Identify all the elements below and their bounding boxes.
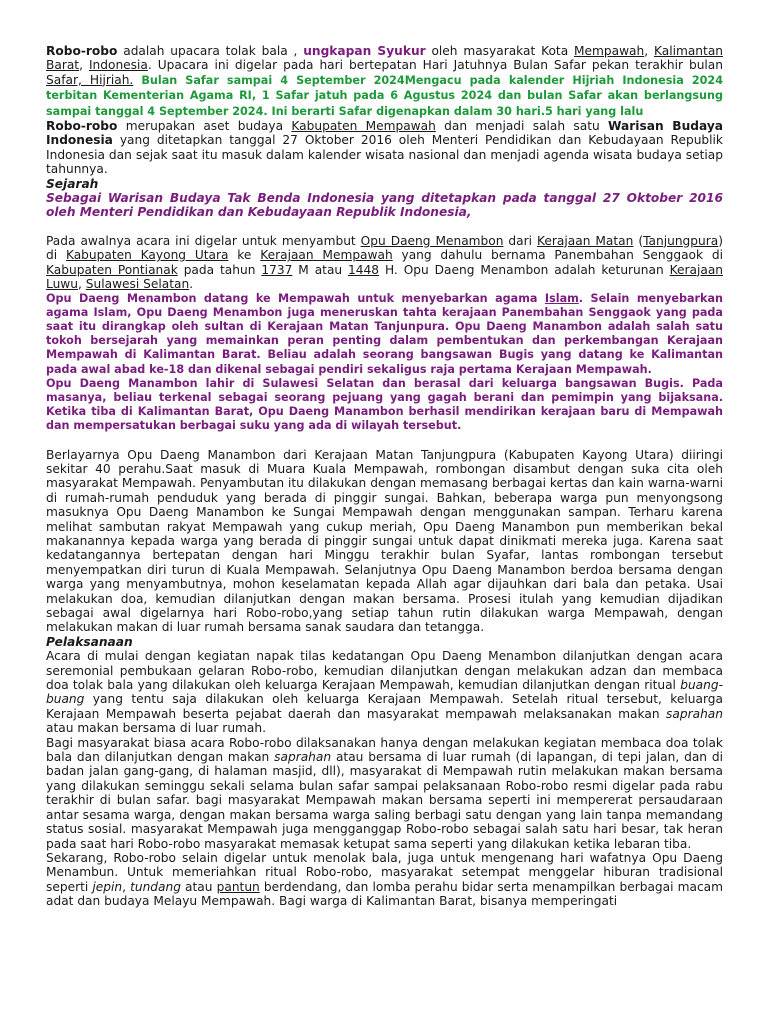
link-tanjungpura[interactable]: Tanjungpura [643, 233, 719, 248]
link-pantun[interactable]: pantun [216, 879, 260, 894]
link-kerajaan-matan[interactable]: Kerajaan Matan [537, 233, 634, 248]
link-islam[interactable]: Islam [544, 291, 579, 305]
highlight-ungkapan-syukur: ungkapan Syukur [303, 44, 426, 58]
paragraph-ceremony: Acara di mulai dengan kegiatan napak tilas kedatangan Opu Daeng Menambon dilanjutkan dengan acara seremonial pembukaan gelaran Robo-robo, kemudian dilanjutkan dengan melakukan adzan dan membaca doa tolak bala yang dilakukan oleh keluarga Kerajaan Mempawah, kemudian dilanjutkan dengan ritual buang-buang yang tentu saja dilakukan oleh keluarga Kerajaan Mempawah. Setelah ritual tersebut, keluarga Kerajaan Mempawah beserta pejabat daerah dan masyarakat mempawah melaksanakan makan saprahan atau makan bersama di luar rumah. [46, 649, 723, 736]
sejarah-subtitle: Sebagai Warisan Budaya Tak Benda Indonesia yang ditetapkan pada tanggal 27 Oktober 2016 oleh Menteri Pendidikan dan Kebudayaan Republik Indonesia, [46, 191, 723, 220]
link-kabupaten-pontianak[interactable]: Kabupaten Pontianak [46, 262, 178, 277]
link-safar-hijriah[interactable]: Safar, Hijriah. [46, 72, 134, 87]
link-kerajaan-luwu[interactable]: Kerajaan Luwu [46, 262, 724, 292]
link-kabupaten-mempawah[interactable]: Kabupaten Mempawah [291, 119, 436, 134]
term-robo-robo: Robo-robo [46, 44, 118, 58]
paragraph-voyage: Berlayarnya Opu Daeng Manambon dari Kerajaan Matan Tanjungpura (Kabupaten Kayong Utara) diiringi sekitar 40 perahu.Saat masuk di Muara Kuala Mempawah, rombongan disambut dengan suka cita oleh masyarakat Mempawah. Penyambutan itu dilakukan dengan memasang berbagai kertas dan kain warna-warni di rumah-rumah penduduk yang berada di pinggir sungai. Bahkan, beberapa warga pun menyongsong masuknya Opu Daeng Manambon ke Sungai Mempawah dengan menggunakan sampan. Terharu karena melihat sambutan rakyat Mempawah yang cukup meriah, Opu Daeng Manambon pun memberikan bekal makanannya kepada warga yang berada di pinggir sungai untuk dapat dinikmati mereka juga. Karena saat kedatangannya bertepatan dengan hari Minggu terakhir bulan Syafar, lantas rombongan tersebut menyempatkan diri turun di Kuala Mempawah. Selanjutnya Opu Daeng Manambon berdoa bersama dengan warga yang menyambutnya, mohon keselamatan kepada Allah agar dijauhkan dari bala dan petaka. Usai melakukan doa, kemudian dilanjutkan dengan makan bersama. Prosesi itulah yang kemudian dijadikan sebagai awal digelarnya hari Robo-robo,yang setiap tahun rutin dilakukan warga Mempawah, dengan melakukan makan di luar rumah bersama sanak saudara dan tetangga. [46, 447, 723, 635]
paragraph-birth: Opu Daeng Manambon lahir di Sulawesi Selatan dan berasal dari keluarga bangsawan Bugis. Pada masanya, beliau terkenal sebagai seorang pejuang yang gagah berani dan pemimpin yang bijaksana. Ketika tiba di Kalimantan Barat, Opu Daeng Manambon berhasil mendirikan kerajaan baru di Mempawah dan mempersatukan berbagai suku yang ada di wilayah tersebut. [46, 376, 723, 433]
link-1448[interactable]: 1448 [348, 262, 380, 277]
paragraph-islam: Opu Daeng Menambon datang ke Mempawah untuk menyebarkan agama Islam. Selain menyebarkan agama Islam, Opu Daeng Menambon juga meneruskan tahta kerajaan Panembahan Senggaok yang pada saat itu dirangkap oleh sultan di Kerajaan Matan Tanjunpura. Opu Daeng Manambon adalah salah satu tokoh bersejarah yang memainkan peran penting dalam pembentukan dan perkembangan Kerajaan Mempawah di Kalimantan Barat. Beliau adalah seorang bangsawan Bugis yang datang ke Kalimantan pada awal abad ke-18 dan dikenal sebagai pendiri sekaligus raja pertama Kerajaan Mempawah. [46, 291, 723, 376]
link-kerajaan-mempawah[interactable]: Kerajaan Mempawah [260, 248, 393, 263]
paragraph-community: Bagi masyarakat biasa acara Robo-robo dilaksanakan hanya dengan melakukan kegiatan membaca doa tolak bala dan dilanjutkan dengan makan saprahan atau bersama di luar rumah (di lapangan, di tepi jalan, dan di badan jalan gang-gang, di halaman masjid, dll), masyarakat di Mempawah rutin melakukan makan bersama yang dilakukan seminggu sekali selama bulan safar sampai pelaksanaan Robo-robo resmi digelar pada rabu terakhir di bulan safar. bagi masyarakat Mempawah makan bersama seperti ini mempererat persaudaraan antar sesama warga, dengan makan bersama warga saling berbagi satu dengan yang lain tanpa memandang status sosial. masyarakat Mempawah juga mengganggap Robo-robo sebagai salah satu hari besar, tak heran pada saat hari Robo-robo masyarakat memasak ketupat sama seperti yang dilakukan ketika lebaran tiba. [46, 735, 724, 851]
paragraph-origin: Pada awalnya acara ini digelar untuk menyambut Opu Daeng Menambon dari Kerajaan Matan (Tanjungpura) di Kabupaten Kayong Utara ke Kerajaan Mempawah yang dahulu bernama Panembahan Senggaok di Kabupaten Pontianak pada tahun 1737 M atau 1448 H. Opu Daeng Menambon adalah keturunan Kerajaan Luwu, Sulawesi Selatan. [46, 233, 724, 292]
section-heading-pelaksanaan: Pelaksanaan [46, 634, 133, 649]
link-kabupaten-kayong-utara[interactable]: Kabupaten Kayong Utara [65, 248, 229, 263]
paragraph-today: Sekarang, Robo-robo selain digelar untuk menolak bala, juga untuk mengenang hari wafatnya Opu Daeng Menambun. Untuk memeriahkan ritual Robo-robo, masyarakat setempat menggelar hiburan tradisional seperti jepin, tundang atau pantun berdendang, dan lomba perahu bidar serta menampilkan berbagai macam adat dan budaya Melayu Mempawah. Bagi warga di Kalimantan Barat, bisanya memperingati [46, 850, 723, 909]
section-heading-sejarah: Sejarah [46, 176, 99, 191]
paragraph-heritage: Robo-robo merupakan aset budaya Kabupaten Mempawah dan menjadi salah satu Warisan Budaya Indonesia yang ditetapkan tanggal 27 Oktober 2016 oleh Menteri Pendidikan dan Kebudayaan Republik Indonesia dan sejak saat itu masuk dalam kalender wisata nasional dan menjadi agenda wisata budaya setiap tahunnya. [46, 119, 723, 177]
article-body [46, 44, 723, 909]
link-kalimantan-barat[interactable]: Kalimantan Barat [46, 44, 724, 73]
link-1737[interactable]: 1737 [261, 262, 293, 277]
paragraph-intro: Robo-robo adalah upacara tolak bala , ungkapan Syukur oleh masyarakat Kota Mempawah, Kalimantan Barat, Indonesia. Upacara ini digelar pada hari bertepatan Hari Jatuhnya Bulan Safar pekan terakhir bulan Safar, Hijriah. Bulan Safar sampai 4 September 2024Mengacu pada kalender Hijriah Indonesia 2024 terbitan Kementerian Agama RI, 1 Safar jatuh pada 6 Agustus 2024 dan bulan Safar akan berlangsung sampai tanggal 4 September 2024. Ini berarti Safar digenapkan dalam 30 hari.5 hari yang lalu [46, 44, 724, 118]
term-warisan-budaya: Warisan Budaya Indonesia [46, 119, 723, 148]
link-opu-daeng-menambon[interactable]: Opu Daeng Menambon [360, 233, 504, 248]
link-indonesia[interactable]: Indonesia [88, 58, 148, 73]
safar-note: Bulan Safar sampai 4 September 2024Mengacu pada kalender Hijriah Indonesia 2024 terbitan Kementerian Agama RI, 1 Safar jatuh pada 6 Agustus 2024 dan bulan Safar akan berlangsung sampai tanggal 4 September 2024. Ini berarti Safar digenapkan dalam 30 hari.5 hari yang lalu [46, 73, 723, 118]
link-mempawah[interactable]: Mempawah [573, 44, 645, 58]
link-sulawesi-selatan[interactable]: Sulawesi Selatan [85, 277, 190, 292]
